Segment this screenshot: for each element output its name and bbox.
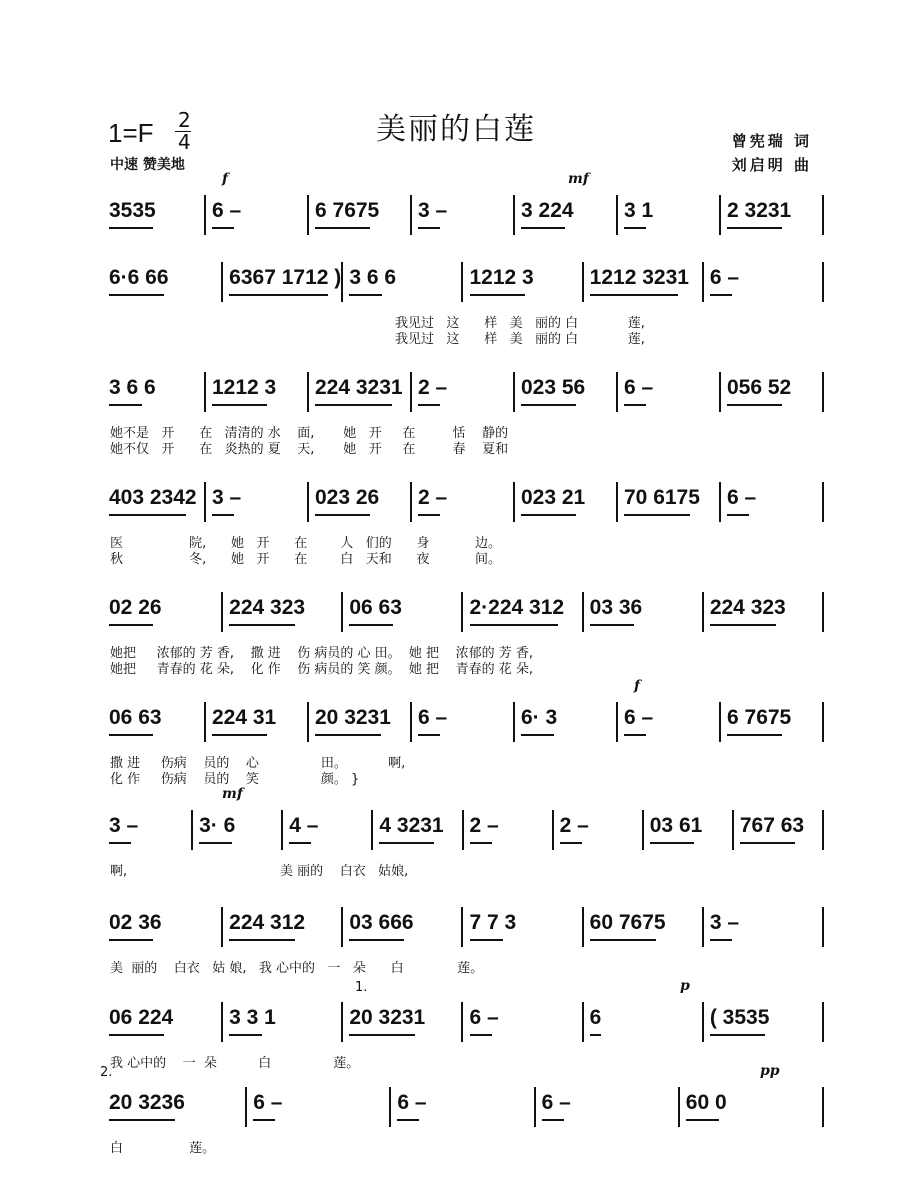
beam-underline — [229, 1034, 262, 1036]
bar-line — [221, 1002, 223, 1042]
measure — [466, 260, 586, 300]
beam-underline — [212, 514, 234, 516]
score-line — [0, 260, 912, 347]
beam-underline — [212, 227, 234, 229]
measure-notes: 6 – — [418, 706, 448, 729]
measure — [311, 480, 414, 520]
measure-notes: 06 63 — [349, 596, 402, 619]
measure-notes: 02 36 — [109, 911, 162, 934]
measure-notes: 20 3231 — [315, 706, 391, 729]
measure — [105, 480, 208, 520]
beam-underline — [727, 227, 782, 229]
bar-line — [461, 907, 463, 947]
measure-notes: 6 – — [469, 1006, 499, 1029]
lyric-line-2: 她把 青春的 花 朵, 化 作 伤 病员的 笑 颜。 她 把 青春的 花 朵, — [110, 662, 533, 677]
score-line — [0, 786, 912, 879]
measure — [311, 700, 414, 740]
beam-underline — [315, 404, 392, 406]
measure — [414, 370, 517, 410]
measure — [414, 480, 517, 520]
measure-notes: 2 – — [559, 814, 589, 837]
measure — [225, 590, 345, 630]
bar-line — [461, 262, 463, 302]
measure-notes: 6 – — [709, 266, 740, 289]
bar-line — [822, 592, 824, 632]
measure-notes: 2 – — [469, 814, 499, 837]
beam-underline — [109, 227, 153, 229]
bar-line — [461, 592, 463, 632]
score-line — [0, 480, 912, 567]
beam-underline — [624, 514, 690, 516]
beam-underline — [229, 939, 295, 941]
measure — [105, 1000, 225, 1040]
measure-notes: 2·224 312 — [469, 596, 565, 619]
time-signature-bottom: 4 — [178, 130, 191, 154]
bar-line — [582, 1002, 584, 1042]
beam-underline — [710, 294, 732, 296]
beam-underline — [470, 294, 525, 296]
bar-line — [822, 702, 824, 742]
bar-line — [204, 702, 206, 742]
bar-line — [702, 592, 704, 632]
measure-notes: 3 6 6 — [109, 376, 156, 399]
measure-notes: 6 – — [624, 376, 654, 399]
bar-line — [410, 195, 412, 235]
measure — [517, 193, 620, 233]
measure-notes: 3 – — [709, 911, 740, 934]
measure-notes: 023 56 — [521, 376, 586, 399]
beam-underline — [624, 227, 646, 229]
beam-underline — [686, 1119, 719, 1121]
bar-line — [245, 1087, 247, 1127]
measure — [345, 260, 465, 300]
measure — [105, 590, 225, 630]
measure — [517, 480, 620, 520]
measure-notes: 224 323 — [709, 596, 786, 619]
beam-underline — [109, 404, 142, 406]
measure-notes: 403 2342 — [109, 486, 197, 509]
bar-line — [642, 810, 644, 850]
measure — [620, 480, 723, 520]
measure-notes: 3 – — [418, 199, 448, 222]
measure — [105, 193, 208, 233]
lyric-line-1: 白 莲。 — [110, 1141, 216, 1156]
beam-underline — [710, 1034, 765, 1036]
measure-notes: 6367 1712 ) — [229, 266, 342, 289]
beam-underline — [710, 939, 732, 941]
beam-underline — [109, 624, 153, 626]
bar-line — [702, 1002, 704, 1042]
measure — [466, 590, 586, 630]
measure — [105, 808, 195, 848]
measure — [105, 1085, 249, 1125]
measure — [586, 1000, 706, 1040]
lyric-line-1: 我 心中的 一 朵 白 莲。 — [110, 1056, 360, 1071]
beam-underline — [590, 294, 678, 296]
bar-line — [341, 262, 343, 302]
measure — [225, 260, 345, 300]
beam-underline — [521, 734, 554, 736]
measure — [682, 1085, 826, 1125]
lyric-line-1: 啊, 美 丽的 白衣 姑娘, — [110, 864, 409, 879]
measure — [538, 1085, 682, 1125]
measure — [646, 808, 736, 848]
lyricist-credit: 曾宪瑞 词 — [731, 132, 812, 150]
dynamic-marking: mf — [222, 786, 243, 802]
bar-line — [221, 262, 223, 302]
beam-underline — [470, 842, 492, 844]
tempo-marking: 中速 赞美地 — [110, 157, 185, 173]
measure-notes: 6 7675 — [315, 199, 380, 222]
measure-notes: 6· 3 — [521, 706, 558, 729]
beam-underline — [212, 734, 267, 736]
beam-underline — [109, 514, 186, 516]
measure-notes: 2 3231 — [727, 199, 792, 222]
measure-notes: 1212 3 — [212, 376, 277, 399]
lyric-line-1: 美 丽的 白衣 姑 娘, 我 心中的 一 朵 白 莲。 — [110, 961, 484, 976]
bar-line — [822, 1087, 824, 1127]
measure — [208, 370, 311, 410]
measure-notes: 3 1 — [624, 199, 654, 222]
bar-line — [410, 482, 412, 522]
beam-underline — [349, 1034, 415, 1036]
bar-line — [616, 195, 618, 235]
measure-notes: ( 3535 — [709, 1006, 770, 1029]
measure — [466, 1000, 586, 1040]
bar-line — [191, 810, 193, 850]
beam-underline — [109, 1119, 175, 1121]
volta-marking: 1. — [355, 980, 368, 995]
bar-line — [582, 592, 584, 632]
dynamic-marking: mf — [568, 171, 589, 187]
beam-underline — [418, 404, 440, 406]
measure — [393, 1085, 537, 1125]
measure — [517, 370, 620, 410]
measure — [556, 808, 646, 848]
lyric-line-2: 秋 冬, 她 开 在 白 天和 夜 间。 — [110, 552, 501, 567]
lyric-line-1: 我见过 这 样 美 丽的 白 莲, — [395, 316, 645, 331]
measure-notes: 06 224 — [109, 1006, 174, 1029]
measure — [345, 1000, 465, 1040]
bar-line — [307, 482, 309, 522]
bar-line — [719, 482, 721, 522]
measure — [105, 905, 225, 945]
measure — [723, 193, 826, 233]
beam-underline — [470, 939, 503, 941]
beam-underline — [109, 842, 131, 844]
bar-line — [616, 702, 618, 742]
bar-line — [204, 372, 206, 412]
bar-line — [732, 810, 734, 850]
beam-underline — [418, 514, 440, 516]
key-signature: 1=F — [108, 118, 154, 148]
beam-underline — [349, 294, 382, 296]
bar-line — [822, 195, 824, 235]
measure-notes: 056 52 — [727, 376, 792, 399]
bar-line — [341, 592, 343, 632]
bar-line — [719, 702, 721, 742]
beam-underline — [542, 1119, 564, 1121]
bar-line — [307, 702, 309, 742]
bar-line — [678, 1087, 680, 1127]
song-title: 美丽的白莲 — [376, 112, 536, 147]
score-line — [0, 370, 912, 457]
bar-line — [616, 372, 618, 412]
measure-notes: 7 7 3 — [469, 911, 517, 934]
composer-credit: 刘启明 曲 — [731, 156, 812, 174]
bar-line — [822, 262, 824, 302]
bar-line — [410, 372, 412, 412]
beam-underline — [590, 1034, 601, 1036]
measure — [736, 808, 826, 848]
beam-underline — [109, 939, 153, 941]
beam-underline — [349, 939, 404, 941]
beam-underline — [521, 227, 565, 229]
bar-line — [410, 702, 412, 742]
bar-line — [616, 482, 618, 522]
beam-underline — [590, 939, 656, 941]
measure — [723, 370, 826, 410]
beam-underline — [710, 624, 776, 626]
bar-line — [513, 482, 515, 522]
measure-notes: 3· 6 — [199, 814, 236, 837]
beam-underline — [560, 842, 582, 844]
lyric-line-2: 化 作 伤病 员的 笑 颜。 } — [110, 772, 360, 787]
measure — [586, 260, 706, 300]
bar-line — [221, 592, 223, 632]
measure-notes: 224 312 — [229, 911, 306, 934]
volta-marking: 2. — [100, 1065, 113, 1080]
beam-underline — [470, 624, 558, 626]
measure-notes: 3 – — [212, 486, 242, 509]
beam-underline — [315, 734, 381, 736]
measure — [466, 905, 586, 945]
dynamic-marking: pp — [760, 1063, 780, 1079]
measure — [706, 905, 826, 945]
measure-notes: 03 666 — [349, 911, 414, 934]
measure — [249, 1085, 393, 1125]
bar-line — [719, 195, 721, 235]
measure-notes: 6 – — [624, 706, 654, 729]
measure — [345, 905, 465, 945]
beam-underline — [212, 404, 267, 406]
measure — [225, 1000, 345, 1040]
measure — [208, 700, 311, 740]
measure-notes: 3 – — [109, 814, 139, 837]
measure — [208, 480, 311, 520]
measure — [706, 260, 826, 300]
measure-notes: 03 61 — [649, 814, 703, 837]
measure — [723, 700, 826, 740]
beam-underline — [199, 842, 232, 844]
beam-underline — [109, 294, 164, 296]
measure-notes: 6 – — [253, 1091, 283, 1114]
measure-notes: 6 7675 — [727, 706, 792, 729]
lyric-line-1: 她不是 开 在 清清的 水 面, 她 开 在 恬 静的 — [110, 426, 509, 441]
measure-notes: 3535 — [109, 199, 156, 222]
measure — [414, 700, 517, 740]
bar-line — [822, 1002, 824, 1042]
measure-notes: 4 – — [289, 814, 319, 837]
score-line — [0, 678, 912, 787]
measure-notes: 60 0 — [685, 1091, 727, 1114]
bar-line — [822, 482, 824, 522]
bar-line — [221, 907, 223, 947]
lyric-line-1: 她把 浓郁的 芳 香, 撒 进 伤 病员的 心 田。 她 把 浓郁的 芳 香, — [110, 646, 533, 661]
bar-line — [281, 810, 283, 850]
measure-notes: 6 – — [727, 486, 757, 509]
bar-line — [822, 907, 824, 947]
measure-notes: 4 3231 — [379, 814, 444, 837]
measure — [105, 370, 208, 410]
beam-underline — [740, 842, 795, 844]
measure-notes: 224 3231 — [315, 376, 403, 399]
measure — [105, 260, 225, 300]
beam-underline — [229, 624, 295, 626]
measure — [620, 370, 723, 410]
beam-underline — [315, 227, 370, 229]
bar-line — [204, 195, 206, 235]
measure — [620, 700, 723, 740]
lyric-line-2: 我见过 这 样 美 丽的 白 莲, — [395, 332, 645, 347]
bar-line — [822, 372, 824, 412]
bar-line — [462, 810, 464, 850]
bar-line — [719, 372, 721, 412]
measure-notes: 6 – — [397, 1091, 427, 1114]
beam-underline — [109, 1034, 164, 1036]
measure-notes: 2 – — [418, 376, 448, 399]
time-signature-top: 2 — [178, 108, 191, 132]
beam-underline — [650, 842, 694, 844]
beam-underline — [727, 734, 782, 736]
measure-notes: 3 3 1 — [229, 1006, 276, 1029]
lyric-line-1: 医 院, 她 开 在 人 们的 身 边。 — [110, 536, 501, 551]
measure — [706, 1000, 826, 1040]
measure — [311, 370, 414, 410]
beam-underline — [229, 294, 328, 296]
measure — [208, 193, 311, 233]
beam-underline — [418, 227, 440, 229]
measure — [285, 808, 375, 848]
measure-notes: 20 3236 — [109, 1091, 185, 1114]
measure — [723, 480, 826, 520]
measure — [345, 590, 465, 630]
beam-underline — [727, 404, 782, 406]
measure-notes: 767 63 — [739, 814, 805, 837]
beam-underline — [624, 404, 646, 406]
bar-line — [702, 907, 704, 947]
score-line — [0, 590, 912, 677]
beam-underline — [624, 734, 646, 736]
measure-notes: 03 36 — [589, 596, 643, 619]
beam-underline — [349, 624, 393, 626]
measure-notes: 20 3231 — [349, 1006, 426, 1029]
dynamic-marking: f — [222, 171, 229, 187]
measure — [414, 193, 517, 233]
measure-notes: 60 7675 — [589, 911, 666, 934]
measure — [225, 905, 345, 945]
bar-line — [389, 1087, 391, 1127]
beam-underline — [397, 1119, 419, 1121]
bar-line — [307, 195, 309, 235]
bar-line — [513, 702, 515, 742]
measure-notes: 70 6175 — [624, 486, 700, 509]
score-line — [0, 905, 912, 976]
measure-notes: 6·6 66 — [109, 266, 169, 289]
bar-line — [513, 372, 515, 412]
bar-line — [822, 810, 824, 850]
measure-notes: 224 323 — [229, 596, 306, 619]
measure — [195, 808, 285, 848]
beam-underline — [470, 1034, 492, 1036]
measure-notes: 3 6 6 — [349, 266, 397, 289]
bar-line — [341, 907, 343, 947]
lyric-line-1: 撒 进 伤病 员的 心 田。 啊, — [110, 756, 406, 771]
dynamic-marking: f — [634, 678, 641, 694]
measure — [586, 590, 706, 630]
measure-notes: 2 – — [418, 486, 448, 509]
bar-line — [341, 1002, 343, 1042]
measure-notes: 6 – — [212, 199, 242, 222]
beam-underline — [109, 734, 153, 736]
measure-notes: 1212 3231 — [589, 266, 689, 289]
bar-line — [702, 262, 704, 302]
measure — [375, 808, 465, 848]
beam-underline — [315, 514, 370, 516]
measure-notes: 6 — [589, 1006, 602, 1029]
measure — [466, 808, 556, 848]
measure — [586, 905, 706, 945]
bar-line — [371, 810, 373, 850]
beam-underline — [521, 404, 576, 406]
measure-notes: 3 224 — [521, 199, 574, 222]
dynamic-marking: p — [680, 978, 690, 994]
measure-notes: 224 31 — [212, 706, 277, 729]
score-line — [0, 171, 912, 233]
measure-notes: 1212 3 — [469, 266, 534, 289]
beam-underline — [418, 734, 440, 736]
bar-line — [513, 195, 515, 235]
lyric-line-2: 她不仅 开 在 炎热的 夏 天, 她 开 在 春 夏和 — [110, 442, 509, 457]
bar-line — [307, 372, 309, 412]
bar-line — [204, 482, 206, 522]
bar-line — [582, 262, 584, 302]
measure — [620, 193, 723, 233]
measure — [311, 193, 414, 233]
bar-line — [534, 1087, 536, 1127]
measure — [517, 700, 620, 740]
bar-line — [552, 810, 554, 850]
measure — [105, 700, 208, 740]
bar-line — [461, 1002, 463, 1042]
measure-notes: 023 21 — [521, 486, 586, 509]
measure-notes: 023 26 — [315, 486, 380, 509]
measure-notes: 02 26 — [109, 596, 162, 619]
beam-underline — [590, 624, 634, 626]
beam-underline — [379, 842, 434, 844]
beam-underline — [521, 514, 576, 516]
beam-underline — [289, 842, 311, 844]
measure-notes: 6 – — [541, 1091, 571, 1114]
beam-underline — [727, 514, 749, 516]
measure-notes: 06 63 — [109, 706, 162, 729]
measure — [706, 590, 826, 630]
bar-line — [582, 907, 584, 947]
beam-underline — [253, 1119, 275, 1121]
